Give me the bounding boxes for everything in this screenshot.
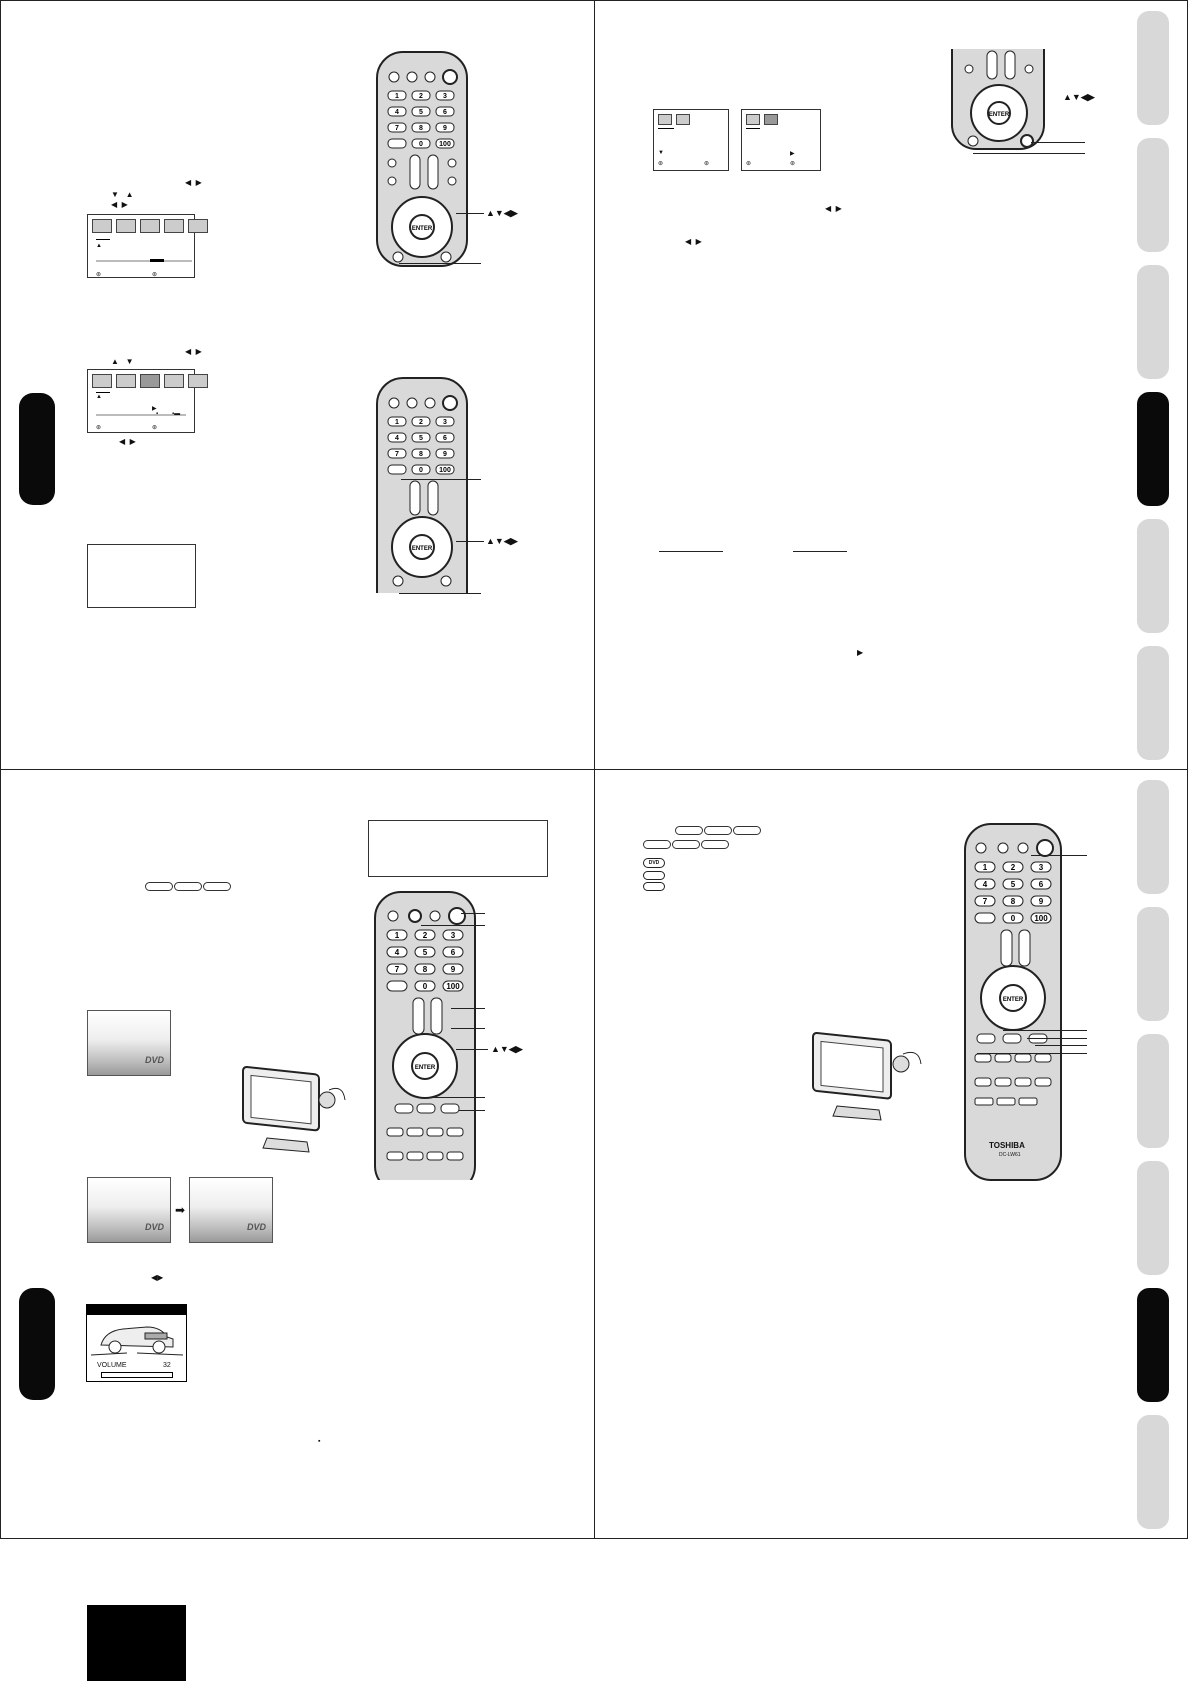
osd-menu-screen: ▼ ⊛ ⊛ (653, 109, 729, 171)
slider-fill (150, 259, 164, 262)
disc-pill-icon (643, 882, 665, 891)
remote-control-illustration (963, 822, 1063, 1182)
svg-text:ENTER: ENTER (1002, 997, 1024, 1003)
arrow-up-down-hint: ▲ ▼ (111, 357, 134, 366)
svg-text:5: 5 (422, 948, 428, 957)
section-tab-1[interactable] (1137, 11, 1169, 125)
svg-text:6: 6 (1038, 880, 1044, 889)
tv-monitor-illustration (237, 1060, 347, 1156)
arrow-left-right-hint: ◀▶ (151, 1273, 164, 1282)
disc-pill-icon (174, 882, 202, 891)
remote-control-illustration (376, 51, 468, 267)
osd-menu-screen: ▶ ⊛ ⊛ (741, 109, 821, 171)
volume-label: VOLUME (97, 1362, 127, 1369)
svg-text:4: 4 (394, 948, 400, 957)
nav-arrows-label: ▲▼◀▶ (491, 1044, 523, 1054)
section-tab-left-active (19, 393, 55, 505)
svg-text:3: 3 (450, 931, 456, 940)
svg-text:4: 4 (395, 109, 399, 116)
remote-control-illustration (376, 377, 468, 593)
disc-type-icons (145, 878, 232, 896)
disc-pill-icon (643, 871, 665, 880)
svg-text:8: 8 (1010, 897, 1016, 906)
volume-osd (86, 1304, 187, 1382)
dvd-disc-icon: DVD (643, 858, 665, 868)
dvd-screen-image: DVD (87, 1010, 171, 1076)
svg-text:1: 1 (395, 93, 399, 100)
dvd-screen-image: DVD (189, 1177, 273, 1243)
svg-text:6: 6 (443, 435, 447, 442)
arrow-left-right-hint: ◀ ▶ (119, 437, 136, 446)
tv-monitor-illustration (807, 1026, 923, 1126)
svg-text:6: 6 (443, 109, 447, 116)
remote-model: DC-LW61 (999, 1152, 1021, 1158)
section-tab-1[interactable] (1137, 780, 1169, 894)
note-box (368, 820, 548, 877)
section-tab-5[interactable] (1137, 519, 1169, 633)
svg-text:0: 0 (419, 467, 423, 474)
remote-control-bottom-left (373, 890, 477, 1185)
arrow-left-right-hint: ◀ ▶ (185, 347, 202, 356)
svg-text:7: 7 (395, 451, 399, 458)
svg-text:3: 3 (443, 419, 447, 426)
disc-pill-icon (704, 826, 732, 835)
svg-text:100: 100 (1034, 914, 1048, 923)
volume-value: 32 (163, 1362, 171, 1369)
svg-text:8: 8 (419, 125, 423, 132)
svg-text:3: 3 (1038, 863, 1044, 872)
underline-rule (659, 551, 723, 552)
up-marker-icon: ▲ (96, 243, 102, 249)
page-top-right (594, 0, 1188, 770)
svg-text:2: 2 (419, 419, 423, 426)
svg-text:100: 100 (439, 141, 451, 148)
remote-brand: TOSHIBA (989, 1141, 1025, 1150)
remote-control-top (376, 51, 468, 272)
section-tab-left-active (19, 1288, 55, 1400)
disc-pill-icon (643, 840, 671, 849)
svg-text:ENTER: ENTER (988, 112, 1010, 118)
svg-text:8: 8 (419, 451, 423, 458)
nav-arrows-label: ▲▼◀▶ (486, 536, 518, 546)
svg-text:1: 1 (395, 419, 399, 426)
svg-text:9: 9 (443, 125, 447, 132)
disc-pill-icon (672, 840, 700, 849)
svg-text:7: 7 (394, 965, 400, 974)
osd-menu-screen: ▲ ▶ ▪ ▪▬ ⊛ ⊛ (87, 369, 195, 433)
section-tab-4[interactable] (1137, 1161, 1169, 1275)
svg-text:100: 100 (439, 467, 451, 474)
svg-text:ENTER: ENTER (411, 226, 433, 232)
bookmark-icon: ▪ (318, 1438, 321, 1445)
car-image (87, 1315, 186, 1361)
svg-text:2: 2 (1010, 863, 1016, 872)
svg-text:9: 9 (443, 451, 447, 458)
svg-text:ENTER: ENTER (414, 1065, 436, 1071)
svg-text:9: 9 (450, 965, 456, 974)
svg-text:6: 6 (450, 948, 456, 957)
arrow-left-right-hint: ◀ ▶ (825, 204, 842, 213)
arrow-left-right-hint: ◀ ▶ (111, 200, 128, 209)
arrow-right-icon: ➡ (175, 1203, 186, 1217)
disc-pill-icon (675, 826, 703, 835)
svg-text:4: 4 (982, 880, 988, 889)
osd-menu-screen: ▲ ⊛ ⊛ (87, 214, 195, 278)
svg-text:100: 100 (446, 982, 460, 991)
section-tab-5-active[interactable] (1137, 1288, 1169, 1402)
arrow-left-right-hint: ◀ ▶ (685, 237, 702, 246)
disc-type-icons (643, 836, 730, 854)
arrow-left-right-hint: ◀ ▶ (185, 178, 202, 187)
section-tab-3[interactable] (1137, 1034, 1169, 1148)
svg-text:5: 5 (419, 109, 423, 116)
nav-arrows-label: ▲▼◀▶ (1063, 92, 1095, 102)
svg-text:ENTER: ENTER (411, 546, 433, 552)
disc-pill-icon (733, 826, 761, 835)
svg-text:0: 0 (1010, 914, 1016, 923)
play-triangle-icon: ▶ (857, 648, 864, 657)
dvd-screen-image: DVD (87, 1177, 171, 1243)
svg-text:5: 5 (1010, 880, 1016, 889)
empty-display-frame (87, 544, 196, 608)
section-tab-3[interactable] (1137, 265, 1169, 379)
remote-control-middle (376, 377, 468, 598)
section-tab-4-active[interactable] (1137, 392, 1169, 506)
remote-control-full (963, 822, 1063, 1187)
svg-text:1: 1 (982, 863, 988, 872)
svg-text:3: 3 (443, 93, 447, 100)
svg-text:1: 1 (394, 931, 400, 940)
nav-arrows-label: ▲▼◀▶ (486, 208, 518, 218)
section-tab-6[interactable] (1137, 1415, 1169, 1529)
volume-bar-track (101, 1372, 173, 1378)
page-bottom-right (594, 769, 1188, 1539)
svg-text:0: 0 (419, 141, 423, 148)
arrow-down-up-hint: ▼ ▲ (111, 190, 134, 199)
slider-track (96, 260, 192, 262)
disc-pill-icon (145, 882, 173, 891)
section-tab-2[interactable] (1137, 907, 1169, 1021)
svg-text:7: 7 (395, 125, 399, 132)
svg-text:2: 2 (419, 93, 423, 100)
svg-text:7: 7 (982, 897, 988, 906)
volume-osd-screen (87, 1605, 186, 1681)
svg-text:9: 9 (1038, 897, 1044, 906)
section-tab-6[interactable] (1137, 646, 1169, 760)
svg-text:4: 4 (395, 435, 399, 442)
page-bottom-left (0, 769, 595, 1539)
svg-text:2: 2 (422, 931, 428, 940)
section-tab-2[interactable] (1137, 138, 1169, 252)
underline-rule (793, 551, 847, 552)
remote-control-illustration (951, 49, 1045, 151)
remote-control-illustration (373, 890, 477, 1180)
svg-text:8: 8 (422, 965, 428, 974)
svg-text:0: 0 (422, 982, 428, 991)
disc-pill-icon (203, 882, 231, 891)
remote-control-partial (951, 49, 1045, 156)
page-top-left (0, 0, 595, 770)
disc-pill-icon (701, 840, 729, 849)
svg-text:5: 5 (419, 435, 423, 442)
